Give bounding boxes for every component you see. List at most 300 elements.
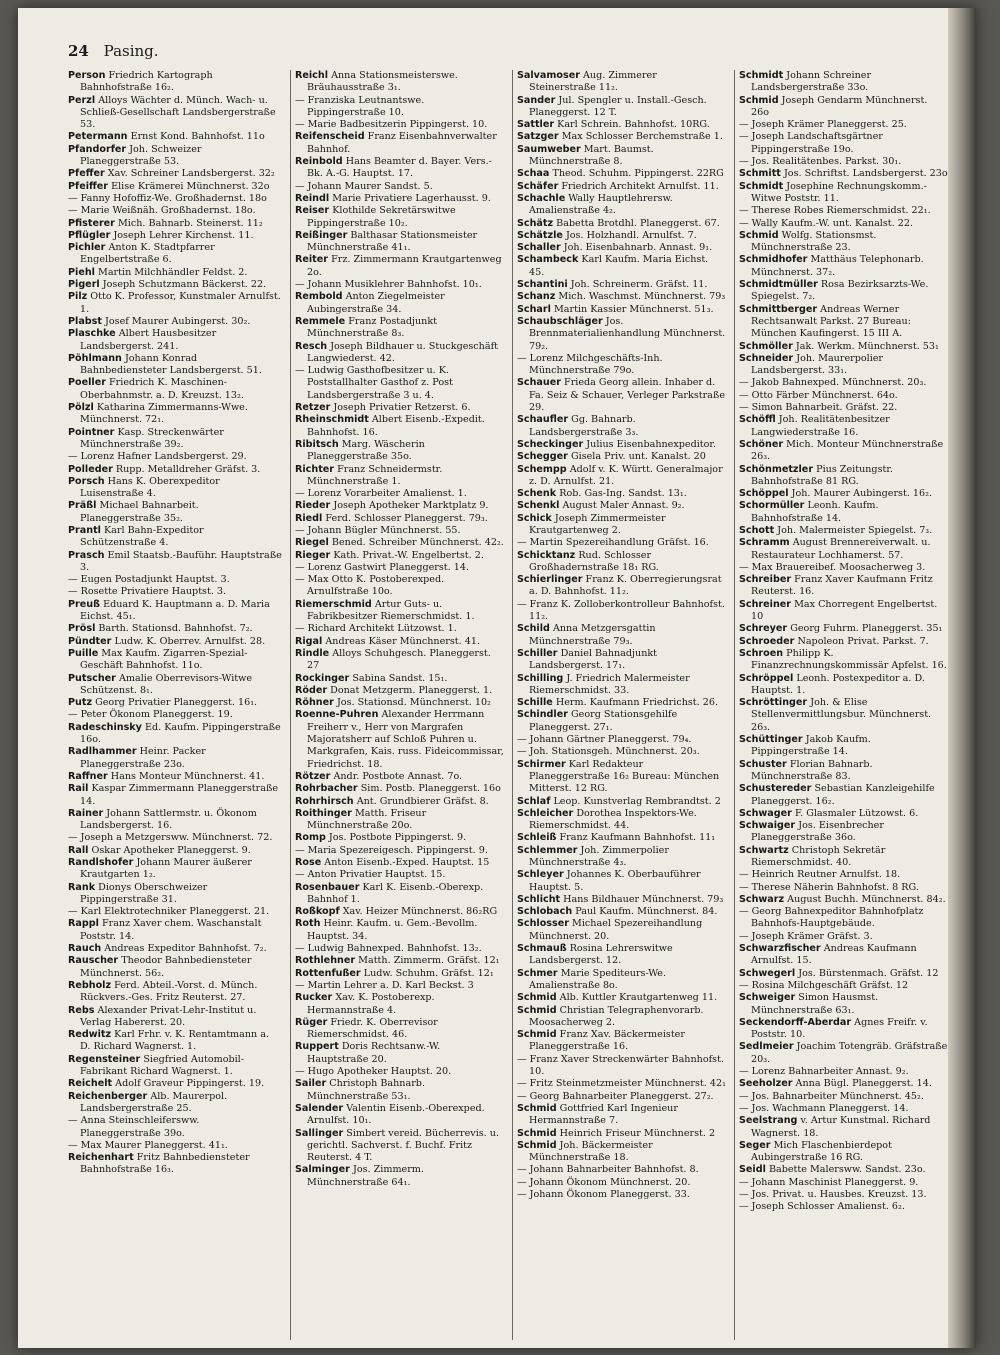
directory-entry: [68, 845, 282, 857]
directory-entry: [295, 537, 504, 549]
directory-entry: [739, 599, 948, 624]
entry-details: Ant. Grundbierer Gräfst. 8.: [356, 795, 489, 807]
directory-entry: [517, 70, 726, 95]
entry-details: Leonh. Postexpeditor a. D. Hauptst. 1.: [751, 672, 925, 696]
entry-details: Rosette Privatiere Hauptst. 3.: [80, 586, 227, 598]
directory-entry: [295, 230, 504, 255]
directory-entry: [68, 783, 282, 808]
directory-entry: [517, 242, 726, 254]
directory-entry: [295, 906, 504, 918]
directory-entry: [295, 709, 504, 770]
directory-entry: [739, 943, 948, 968]
entry-details: August Brennereiverwalt. u. Restaurateur Lochhamerst. 57.: [751, 537, 931, 561]
entry-surname: Schilling: [517, 672, 564, 684]
entry-surname: Schmidt: [739, 180, 784, 192]
directory-entry: [739, 131, 948, 156]
entry-surname: Schwaiger: [739, 820, 796, 832]
directory-entry: [68, 464, 282, 476]
entry-surname: Schlosser: [517, 918, 569, 930]
entry-details: Friedr. K. Oberrevisor Riemerschmidst. 46.: [307, 1016, 438, 1041]
entry-surname: Rockinger: [295, 672, 350, 684]
entry-details: Anna Metzgersgattin Münchnerstraße 79₃.: [529, 623, 656, 647]
entry-details: Joh. Eisenbahnarb. Annast. 9₁.: [563, 242, 713, 254]
entry-surname: Richter: [295, 463, 335, 475]
same-surname-dash: —: [68, 906, 78, 918]
directory-entry: [295, 845, 504, 857]
directory-entry: [68, 980, 282, 1005]
same-surname-dash: —: [68, 205, 78, 217]
entry-surname: Schmid: [739, 229, 779, 241]
entry-surname: Schott: [739, 524, 775, 536]
directory-entry: [68, 906, 282, 918]
directory-entry: [739, 734, 948, 759]
directory-entry: [68, 918, 282, 943]
entry-details: Alloys Schuhgesch. Planeggerst. 27: [307, 647, 491, 672]
entry-details: Adolf Graveur Pippingerst. 19.: [115, 1078, 265, 1090]
entry-details: Elise Krämerei Münchnerst. 32o: [111, 180, 270, 192]
entry-surname: Pfeffer: [68, 168, 105, 180]
same-surname-dash: —: [739, 1176, 749, 1188]
directory-entry: [739, 968, 948, 980]
directory-entry: [68, 709, 282, 721]
entry-surname: Scharl: [517, 303, 551, 315]
entry-details: Franz Xaver chem. Waschanstalt Poststr. 14.: [80, 918, 262, 942]
entry-surname: Pölzl: [68, 402, 94, 414]
entry-details: Johann Bahnarbeiter Bahnhofst. 8.: [529, 1164, 699, 1176]
entry-surname: Reichenberger: [68, 1090, 148, 1102]
entry-details: Joh. Maurerpolier Landsbergerst. 33₁.: [751, 352, 884, 377]
directory-entry: [517, 918, 726, 943]
directory-entry: [68, 1152, 282, 1177]
entry-details: Peter Ökonom Planeggerst. 19.: [80, 709, 233, 721]
entry-details: Max Otto K. Postoberexped. Arnulfstraße 10o.: [307, 574, 445, 598]
directory-entry: [68, 144, 282, 169]
entry-details: Siegfried Automobil-Fabrikant Richard Wagnerst. 1.: [80, 1053, 244, 1078]
directory-entry: [517, 894, 726, 906]
entry-surname: Prösl: [68, 623, 96, 635]
directory-entry: [517, 734, 726, 746]
entry-surname: Schwartz: [739, 844, 789, 856]
directory-entry: [68, 70, 282, 95]
entry-surname: Roth: [295, 918, 321, 930]
page-number: 24: [68, 42, 89, 60]
entry-details: v. Artur Kunstmal. Richard Wagnerst. 18.: [751, 1115, 931, 1139]
entry-details: Kasp. Streckenwärter Münchnerstraße 39₂.: [80, 426, 224, 450]
entry-details: Heinr. Packer Planeggerstraße 23o.: [80, 746, 206, 770]
directory-column-3: [512, 70, 726, 1340]
entry-details: Mich Flaschenbierdepot Aubingerstraße 16 RG.: [751, 1139, 892, 1164]
directory-entry: [517, 488, 726, 500]
directory-entry: [295, 697, 504, 709]
directory-entry: [517, 1128, 726, 1140]
same-surname-dash: —: [295, 1066, 305, 1078]
entry-surname: Schramm: [739, 537, 790, 549]
entry-details: Marie Weißnäh. Großhadernst. 18o.: [80, 205, 256, 217]
entry-surname: Salender: [295, 1102, 344, 1114]
directory-entry: [739, 181, 948, 206]
entry-surname: Reindl: [295, 192, 330, 204]
entry-details: Joseph Lehrer Kirchenst. 11.: [113, 229, 254, 241]
entry-surname: Reiser: [295, 205, 330, 217]
entry-details: Joseph Krämer Gräfst. 3.: [751, 930, 873, 942]
entry-surname: Schuster: [739, 758, 787, 770]
entry-surname: Schleicher: [517, 807, 574, 819]
entry-details: Jos. Schriftst. Landsbergerst. 23o: [783, 168, 948, 180]
directory-entry: [295, 869, 504, 881]
entry-surname: Rieder: [295, 500, 331, 512]
entry-details: Xav. Heizer Münchnerst. 86₂RG: [342, 906, 498, 918]
entry-surname: Ruppert: [295, 1041, 339, 1053]
directory-entry: [739, 574, 948, 599]
directory-entry: [68, 291, 282, 316]
directory-entry: [739, 254, 948, 279]
entry-surname: Roithinger: [295, 807, 352, 819]
same-surname-dash: —: [295, 524, 305, 536]
entry-surname: Sailer: [295, 1078, 327, 1090]
entry-details: Hans Bildhauer Münchnerst. 79₃: [563, 893, 724, 905]
directory-entry: [68, 1054, 282, 1079]
entry-surname: Rindle: [295, 647, 330, 659]
entry-surname: Sallinger: [295, 1127, 344, 1139]
entry-details: Richard Architekt Lützowst. 1.: [307, 623, 457, 635]
entry-details: Otto K. Professor, Kunstmaler Arnulfst. 1.: [80, 291, 281, 315]
entry-details: Florian Bahnarb. Münchnerstraße 83.: [751, 758, 873, 782]
entry-surname: Schröttinger: [739, 697, 808, 709]
running-title: Pasing.: [103, 42, 159, 60]
entry-surname: Schempp: [517, 463, 567, 475]
entry-details: Sim. Postb. Planeggerst. 16o: [360, 783, 501, 795]
directory-entry: [517, 759, 726, 796]
entry-details: Ludwig Bahnexped. Bahnhofst. 13₂.: [307, 943, 482, 955]
entry-surname: Schmer: [517, 967, 558, 979]
directory-entry: [739, 783, 948, 808]
directory-entry: [295, 156, 504, 181]
entry-details: Anton K. Stadtpfarrer Engelbertstraße 6.: [80, 242, 215, 266]
entry-details: J. Friedrich Malermeister Riemerschmidst. 33.: [529, 672, 690, 696]
entry-details: Marie Spediteurs-We. Amalienstraße 8o.: [529, 967, 667, 991]
entry-details: Ludw. K. Oberrev. Arnulfst. 28.: [114, 635, 266, 647]
entry-surname: Pöhlmann: [68, 352, 122, 364]
same-surname-dash: —: [295, 979, 305, 991]
entry-surname: Rheinschmidt: [295, 414, 369, 426]
entry-surname: Petermann: [68, 131, 128, 143]
entry-details: Christian Telegraphenvorarb. Moosacherweg 2.: [529, 1004, 704, 1028]
directory-entry: [295, 513, 504, 525]
directory-entry: [68, 1140, 282, 1152]
directory-entry: [68, 353, 282, 378]
directory-entry: [295, 414, 504, 439]
entry-details: Friedrich Architekt Arnulfst. 11.: [561, 180, 719, 192]
entry-details: Johann Sattlermstr. u. Ökonom Landsbergerst. 16.: [80, 807, 257, 832]
directory-entry: [68, 427, 282, 452]
directory-entry: [739, 95, 948, 120]
entry-details: Karl Redakteur Planeggerstraße 16₂ Bureau: München Mitterst. 12 RG.: [529, 758, 720, 795]
same-surname-dash: —: [295, 94, 305, 106]
entry-surname: Sander: [517, 94, 556, 106]
entry-details: Georg Fuhrm. Planeggerst. 35₁: [790, 623, 943, 635]
entry-surname: Schanz: [517, 291, 556, 303]
entry-surname: Schaller: [517, 242, 561, 254]
directory-entry: [295, 685, 504, 697]
directory-entry: [517, 673, 726, 698]
entry-surname: Schmidhofer: [739, 254, 808, 266]
directory-entry: [739, 156, 948, 168]
directory-entry: [739, 464, 948, 489]
entry-details: Otto Färber Münchnerst. 64o.: [751, 389, 898, 401]
entry-surname: Reiter: [295, 254, 329, 266]
entry-surname: Schaufler: [517, 414, 569, 426]
directory-entry: [739, 1103, 948, 1115]
directory-entry: [517, 1103, 726, 1128]
entry-surname: Sattler: [517, 119, 555, 131]
entry-surname: Schwegerl: [739, 967, 796, 979]
directory-entry: [295, 955, 504, 967]
directory-entry: [739, 1177, 948, 1189]
directory-entry: [68, 771, 282, 783]
entry-details: Franziska Leutnantswe. Pippingerstraße 10.: [307, 94, 425, 118]
entry-surname: Schirmer: [517, 758, 566, 770]
directory-entry: [295, 599, 504, 624]
entry-details: Katharina Zimmermanns-Wwe. Münchnerst. 72₁.: [80, 402, 248, 426]
entry-details: Christoph Bahnarb. Münchnerstraße 53₁.: [307, 1078, 425, 1102]
entry-details: Joseph Schutzmann Bäckerst. 22.: [102, 279, 267, 291]
entry-details: Leop. Kunstverlag Rembrandtst. 2: [553, 795, 721, 807]
entry-details: Joseph Krämer Planeggerst. 25.: [751, 119, 907, 131]
entry-surname: Schindler: [517, 709, 568, 721]
entry-surname: Pflügler: [68, 229, 111, 241]
entry-details: Therese Robes Riemerschmidst. 22₁.: [751, 205, 931, 217]
entry-details: Sebastian Kanzleigehilfe Planeggerst. 16₂.: [751, 783, 935, 807]
entry-details: F. Glasmaler Lützowst. 6.: [794, 807, 919, 819]
entry-details: Emil Staatsb.-Bauführ. Hauptstraße 3.: [80, 549, 282, 573]
entry-details: Johann Musiklehrer Bahnhofst. 10₁.: [307, 279, 482, 291]
entry-surname: Rebs: [68, 1004, 95, 1016]
directory-entry: [68, 328, 282, 353]
directory-entry: [739, 1164, 948, 1176]
entry-details: Friedrich K. Maschinen-Oberbahnmstr. a. D. Kreuzst. 13₂.: [80, 377, 244, 401]
entry-surname: Puille: [68, 647, 99, 659]
entry-surname: Remmele: [295, 315, 346, 327]
entry-details: Mich. Monteur Münchnerstraße 26₃.: [751, 438, 944, 463]
directory-entry: [739, 1017, 948, 1042]
entry-details: Hans K. Oberexpeditor Luisenstraße 4.: [80, 475, 220, 500]
entry-details: Franz Postadjunkt Münchnerstraße 8₃.: [307, 315, 437, 340]
directory-entry: [739, 218, 948, 230]
entry-details: Marg. Wäscherin Planeggerstraße 35o.: [307, 438, 425, 463]
entry-details: Friedrich Kartograph Bahnhofstraße 16₂.: [80, 70, 213, 94]
entry-details: Johann Gärtner Planeggerst. 79₄.: [529, 734, 692, 746]
entry-details: Napoleon Privat. Parkst. 7.: [797, 635, 929, 647]
same-surname-dash: —: [517, 1176, 527, 1188]
directory-entry: [739, 1066, 948, 1078]
entry-details: Kath. Privat.-W. Engelbertst. 2.: [333, 549, 484, 561]
directory-entry: [68, 722, 282, 747]
directory-entry: [517, 574, 726, 599]
directory-entry: [739, 525, 948, 537]
directory-entry: [739, 623, 948, 635]
entry-surname: Rauch: [68, 943, 102, 955]
directory-entry: [739, 636, 948, 648]
directory-entry: [68, 599, 282, 624]
directory-entry: [68, 402, 282, 427]
same-surname-dash: —: [739, 217, 749, 229]
directory-entry: [68, 205, 282, 217]
directory-entry: [68, 550, 282, 575]
entry-details: Gisela Priv. unt. Kanalst. 20: [570, 451, 706, 463]
entry-details: Heinrich Friseur Münchnerst. 2: [559, 1127, 716, 1139]
entry-details: Joh. Schweizer Planeggerstraße 53.: [80, 143, 202, 168]
directory-entry: [739, 820, 948, 845]
directory-entry: [295, 796, 504, 808]
directory-entry: [739, 341, 948, 353]
same-surname-dash: —: [295, 561, 305, 573]
entry-surname: Schroeder: [739, 635, 795, 647]
entry-surname: Ribitsch: [295, 438, 339, 450]
entry-details: Philipp K. Finanzrechnungskommissär Apfelst. 16.: [751, 647, 947, 672]
entry-details: Eduard K. Hauptmann a. D. Maria Eichst. 45₁.: [80, 598, 270, 623]
directory-entry: [295, 882, 504, 907]
entry-surname: Schweiger: [739, 992, 796, 1004]
directory-entry: [739, 304, 948, 341]
entry-details: Simbert vereid. Bücherrevis. u. gerichtl. Sachverst. f. Buchf. Fritz Reuterst. 4 T.: [307, 1127, 500, 1164]
entry-surname: Schmid: [517, 1102, 557, 1114]
entry-surname: Rall: [68, 844, 89, 856]
same-surname-dash: —: [517, 1164, 527, 1176]
same-surname-dash: —: [517, 1189, 527, 1201]
entry-surname: Reifenscheid: [295, 131, 365, 143]
entry-surname: Rank: [68, 881, 96, 893]
directory-page: [18, 8, 976, 1348]
entry-details: Jak. Werkm. Münchnerst. 53₁: [795, 340, 939, 352]
directory-entry: [517, 1029, 726, 1054]
directory-entry: [68, 857, 282, 882]
directory-entry: [739, 1078, 948, 1090]
entry-details: Lorenz Hafner Landsbergerst. 29.: [80, 451, 247, 463]
entry-surname: Schmid: [517, 1127, 557, 1139]
entry-details: Ludwig Gasthofbesitzer u. K. Poststallhalter Gasthof z. Post Landsbergerstraße 3 u. 4.: [307, 365, 453, 401]
entry-surname: Sedlmeier: [739, 1041, 794, 1053]
entry-surname: Schreiner: [739, 598, 792, 610]
entry-details: Andreas Expeditor Bahnhofst. 7₂.: [104, 943, 267, 955]
entry-details: Heinr. Kaufm. u. Gem.-Bevollm. Hauptst. 34.: [307, 918, 478, 942]
entry-surname: Person: [68, 70, 106, 81]
directory-entry: [517, 131, 726, 143]
entry-details: Balthasar Stationsmeister Münchnerstraße 41₁.: [307, 229, 478, 254]
entry-surname: Rembold: [295, 291, 343, 303]
directory-entry: [68, 832, 282, 844]
directory-entry: [295, 562, 504, 574]
entry-details: Rosa Bezirksarzts-We. Spiegelst. 7₂.: [751, 279, 929, 303]
entry-surname: Redwitz: [68, 1029, 112, 1041]
entry-details: Ferd. Abteil.-Vorst. d. Münch. Rückvers.-Ges. Fritz Reuterst. 27.: [80, 979, 258, 1004]
entry-surname: Schreyer: [739, 623, 788, 635]
directory-entry: [68, 673, 282, 698]
entry-surname: Resch: [295, 340, 328, 352]
directory-entry: [517, 943, 726, 968]
entry-details: Alb. Maurerpol. Landsbergerstraße 25.: [80, 1090, 228, 1114]
entry-details: Karl Schrein. Bahnhofst. 10RG.: [557, 119, 710, 131]
entry-surname: Schlicht: [517, 893, 561, 905]
entry-details: Georg Stationsgehilfe Planeggerst. 27₁.: [529, 709, 678, 733]
directory-entry: [739, 70, 948, 95]
entry-surname: Schegger: [517, 451, 568, 463]
directory-entry: [739, 1041, 948, 1066]
entry-surname: Rucker: [295, 992, 333, 1004]
entry-details: Max Kaufm. Zigarren-Spezial-Geschäft Bahnhofst. 11o.: [80, 647, 248, 672]
entry-details: Joh. Stationsgeh. Münchnerst. 20₃.: [529, 746, 700, 758]
entry-details: Paul Kaufm. Münchnerst. 84.: [575, 906, 718, 918]
directory-entry: [739, 845, 948, 870]
directory-entry: [739, 697, 948, 734]
entry-details: Anna Steinschleifersww. Planeggerstraße 39o.: [80, 1115, 200, 1139]
entry-surname: Schambeck: [517, 254, 579, 266]
directory-entry: [295, 205, 504, 230]
directory-entry: [517, 414, 726, 439]
directory-entry: [739, 500, 948, 525]
directory-entry: [295, 439, 504, 464]
entry-details: Hans Beamter d. Bayer. Vers.-Bk. A.-G. Hauptst. 17.: [307, 156, 492, 180]
same-surname-dash: —: [68, 574, 78, 586]
entry-details: Joh. Malermeister Spiegelst. 7₃.: [777, 524, 933, 536]
entry-details: Valentin Eisenb.-Oberexped. Arnulfst. 10₁.: [307, 1102, 485, 1127]
entry-surname: Schiller: [517, 647, 558, 659]
entry-surname: Reichenhart: [68, 1152, 134, 1164]
entry-surname: Schmöller: [739, 340, 793, 352]
entry-surname: Rauscher: [68, 955, 119, 967]
directory-entry: [295, 1103, 504, 1128]
directory-entry: [295, 992, 504, 1017]
entry-surname: Rötzer: [295, 770, 331, 782]
directory-entry: [517, 218, 726, 230]
entry-details: Eugen Postadjunkt Hauptst. 3.: [80, 574, 230, 586]
directory-entry: [295, 1164, 504, 1189]
entry-surname: Schmauß: [517, 943, 567, 955]
entry-surname: Roenne-Puhren: [295, 709, 379, 721]
entry-details: Mich. Bahnarb. Steinerst. 11₂: [117, 217, 263, 229]
same-surname-dash: —: [517, 352, 527, 364]
entry-details: Wally Kaufm.-W. unt. Kanalst. 22.: [751, 217, 914, 229]
directory-entry: [517, 550, 726, 575]
directory-entry: [517, 709, 726, 734]
entry-details: Aug. Zimmerer Steinerstraße 11₂.: [529, 70, 657, 94]
entry-surname: Schmitt: [739, 168, 781, 180]
directory-entry: [68, 525, 282, 550]
entry-surname: Schäfer: [517, 180, 559, 192]
entry-details: Joh. Schreinerm. Gräfst. 11.: [570, 279, 708, 291]
directory-entry: [517, 746, 726, 758]
directory-entry: [517, 1177, 726, 1189]
directory-entry: [295, 1128, 504, 1165]
entry-surname: Schwager: [739, 807, 792, 819]
entry-surname: Piehl: [68, 266, 95, 278]
same-surname-dash: —: [739, 156, 749, 168]
entry-details: Ludw. Schuhm. Gräfst. 12₁: [363, 967, 494, 979]
directory-entry: [739, 808, 948, 820]
directory-entry: [295, 119, 504, 131]
directory-entry: [739, 992, 948, 1017]
directory-column-1: [68, 70, 282, 1340]
entry-surname: Schmidtmüller: [739, 279, 818, 291]
entry-details: Ernst Kond. Bahnhofst. 11o: [130, 131, 265, 143]
entry-surname: Radeschinsky: [68, 721, 142, 733]
entry-details: Heinrich Reutner Arnulfst. 18.: [751, 869, 901, 881]
entry-details: Hans Monteur Münchnerst. 41.: [110, 770, 265, 782]
directory-entry: [295, 980, 504, 992]
entry-details: Alexander Herrmann Freiherr v., Herr von Margrafen Majoratsherr auf Schloß Puhren u. Markgrafen, Kais. russ. Fideicommissar, Friedrichst. 18.: [307, 709, 504, 770]
directory-entry: [739, 1189, 948, 1201]
directory-entry: [68, 316, 282, 328]
entry-details: Bened. Schreiber Münchnerst. 42₂.: [331, 537, 504, 549]
